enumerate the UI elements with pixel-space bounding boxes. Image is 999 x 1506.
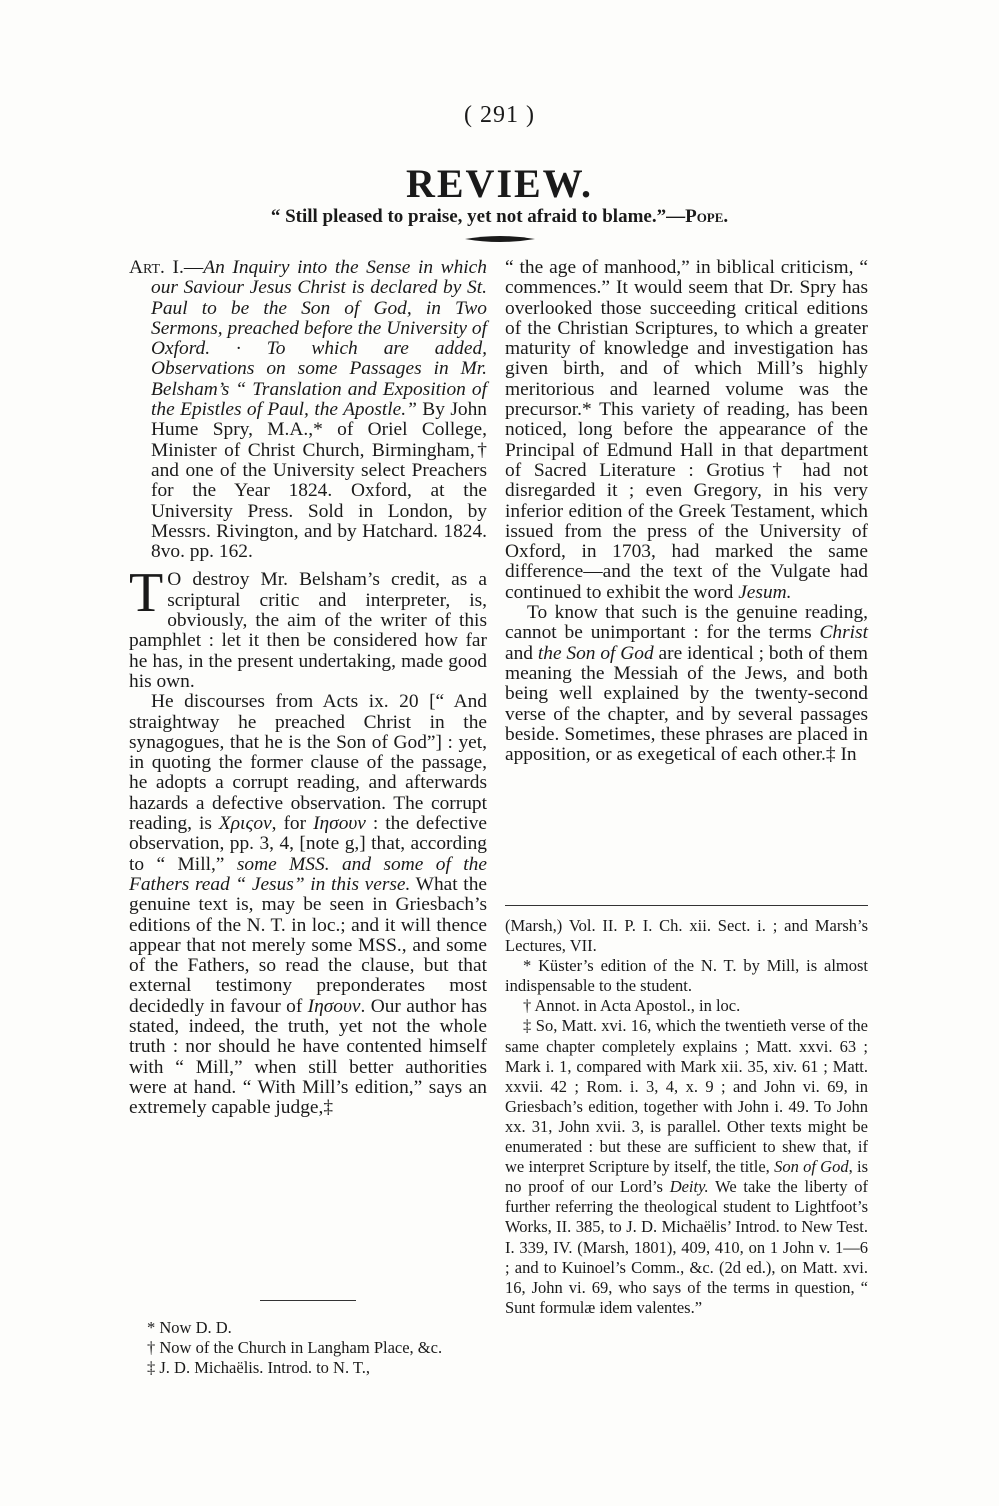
greek-word: Χριςον	[218, 813, 272, 835]
footnote-continuation: (Marsh,) Vol. II. P. I. Ch. xii. Sect. i. ; and Marsh’s Lectures, VII.	[505, 916, 868, 956]
epigraph-author: Pope.	[685, 206, 729, 227]
article-label: Art. I.—	[129, 257, 204, 278]
left-column	[129, 258, 487, 1118]
footnote: † Now of the Church in Langham Place, &c.	[147, 1338, 443, 1357]
text-run: : the defective observation, pp. 3, 4, [note g,] that, according to “ Mill,”	[129, 813, 487, 875]
text-run: He discourses from Acts ix. 20 [“ And straightway he preached Christ in the synagogues, that he is the Son of God”] : yet, in quoting the former clause of the passage, he adopts a corrupt reading, and afterwards hazards a defective observation. The corrupt reading, is	[129, 691, 487, 835]
drop-cap: T	[129, 562, 164, 625]
paragraph	[129, 562, 487, 692]
paragraph-text: O destroy Mr. Belsham’s credit, as a scriptural critic and interpreter, is, obviously, the aim of the writer of this pamphlet : let it then be considered how far he has, in the present undertaking, made good his own.	[129, 569, 487, 692]
text-run: We take the liberty of further referring the theological student to Lightfoot’s Works, II. 385, to J. D. Michaëlis’ Introd. to New Test. I. 339, IV. (Marsh, 1801), 409, 410, on 1 John v. 1—6 ; and to Kuinoel’s Comm., &c. (2d ed.), on Matt. xvi. 16, John vi. 69, who says of the terms in question, “ Sunt formulæ idem valentes.”	[505, 1177, 868, 1317]
article-title: An Inquiry into the Sense in which our Saviour Jesus Christ is declared by St. Paul to be the Son of God, in Two Sermons, preached before the University of Oxford. · To which are added, Observations on some Passages in Mr. Belsham’s “ Translation and Exposition of the Epistles of Paul, the Apostle.”	[151, 257, 487, 421]
footnote: ‡ J. D. Michaëlis. Introd. to N. T.,	[147, 1358, 371, 1377]
article-details: By John Hume Spry, M.A.,* of Oriel College, Minister of Christ Church, Birmingham,† and one of the University select Preachers for the Year 1824. Oxford, at the University Press. Sold in London, by Messrs. Rivington, and by Hatchard. 1824. 8vo. pp. 162.	[151, 399, 487, 563]
paragraph	[129, 692, 487, 1118]
text-run: “ the age of manhood,” in biblical criticism, “ commences.” It would seem that Dr. Spry has overlooked those succeeding critical editions of the Christian Scriptures, to which a greater maturity of knowledge and investigation has given birth, and of which Mill’s highly meritorious and learned volume was the precursor.* This variety of reading, has been noticed, long before the appearance of the Principal of Edmund Hall in that department of Sacred Literature : Grotius† had not disregarded it ; even Gregory, in his very inferior edition of the Greek Testament, which issued from the press of the University of Oxford, in 1703, had marked the same difference—and the text of the Vulgate had continued to exhibit the word	[505, 257, 868, 603]
article-heading	[129, 258, 487, 562]
text-run: To know that such is the genuine reading, cannot be unimportant : for the terms	[505, 602, 868, 644]
right-column	[505, 258, 868, 765]
footnote-rule	[260, 1300, 356, 1301]
text-run: What the genuine text is, may be seen in Griesbach’s editions of the N. T. in loc.; and it will thence appear that not merely some MSS., and some of the Fathers, so read the clause, but that external testimony preponderates most decidedly in favour of	[129, 873, 487, 1017]
italic-quote: some MSS. and some of the Fathers read “ Jesus” in this verse.	[129, 853, 487, 895]
footnote	[505, 1016, 868, 1317]
greek-word: Ιησουν	[313, 813, 366, 835]
ornament-divider	[465, 234, 535, 244]
section-title: REVIEW.	[405, 161, 594, 206]
text-run: ‡ So, Matt. xvi. 16, which the twentieth verse of the same chapter completely explains ; Matt. xxvi. 63 ; Mark i. 1, compared with Mark xii. 35, xiv. 61 ; Matt. xxvii. 42 ; Rom. i. 3, 4, x. 9 ; and John vi. 69, in Griesbach’s edition, together with John i. 49. To John xx. 31, John xvii. 3, is parallel. Other texts might be enumerated : but these are sufficient to shew that, if we interpret Scripture by itself, the title,	[505, 1016, 868, 1177]
epigraph-quote: “ Still pleased to praise, yet not afraid to blame.”—	[270, 206, 686, 227]
left-footnotes	[129, 1318, 487, 1378]
italic-word: Jesum.	[738, 581, 792, 603]
italic-word: Deity.	[669, 1177, 709, 1197]
page-number: ( 291 )	[464, 102, 535, 128]
paragraph	[505, 258, 868, 603]
text-run: , is no proof of our Lord’s	[505, 1157, 869, 1197]
footnote: * Now D. D.	[147, 1318, 232, 1337]
text-run: , for	[271, 813, 314, 835]
greek-word: Ιησουν	[307, 995, 361, 1017]
italic-word: the Son of God	[537, 642, 654, 664]
right-footnotes	[505, 916, 868, 1318]
text-run: . Our author has stated, indeed, the truth, yet not the whole truth : nor should he have contented himself with “ Mill,” when still better authorities were at hand. “ With Mill’s edition,” says an extremely capable judge,‡	[129, 995, 487, 1119]
paragraph	[505, 603, 868, 765]
italic-word: Christ	[819, 622, 868, 644]
footnote: † Annot. in Acta Apostol., in loc.	[523, 996, 741, 1016]
epigraph	[0, 206, 999, 228]
text-run: are identical ; both of them meaning the Messiah of the Jews, and both being well explained by the twenty-second verse of the chapter, and by several passages beside. Sometimes, these phrases are placed in apposition, or as exegetical of each other.‡ In	[505, 642, 868, 766]
footnote-rule	[505, 905, 868, 906]
text-run: and	[505, 642, 538, 664]
italic-word: Son of God	[774, 1157, 849, 1177]
footnote: * Küster’s edition of the N. T. by Mill, is almost indispensable to the student.	[505, 956, 868, 996]
